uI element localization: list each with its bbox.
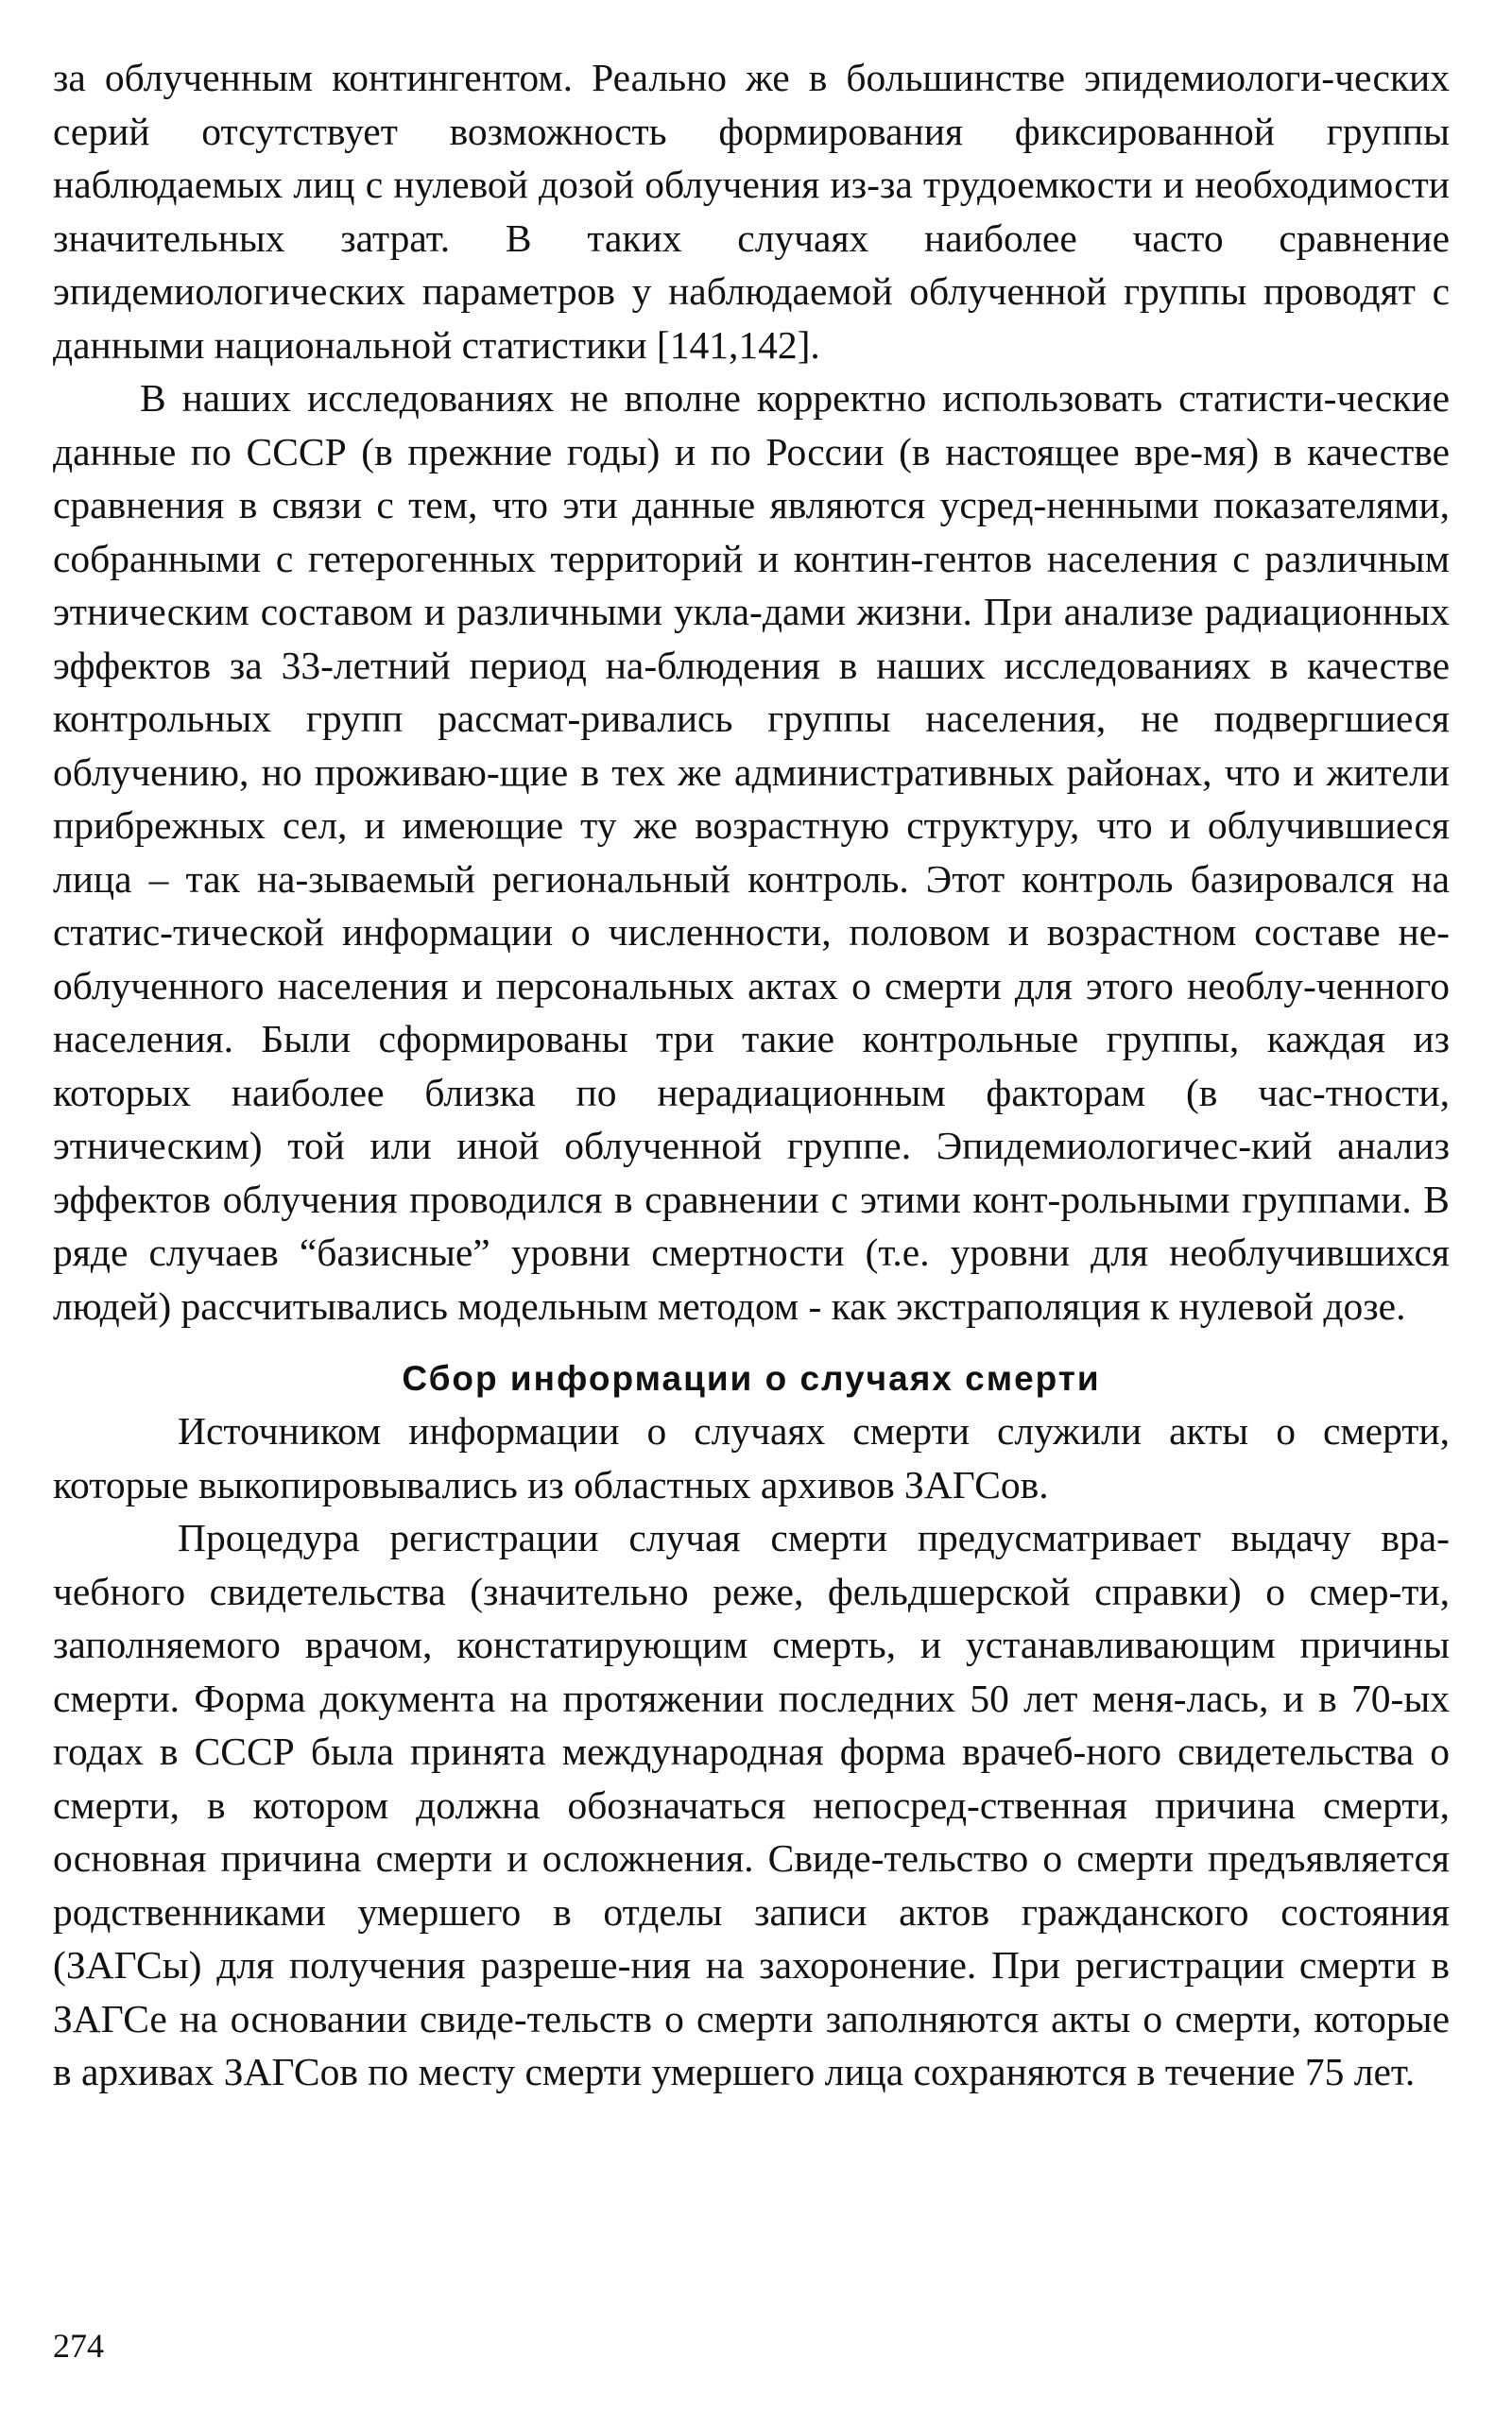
page-body <box>53 51 1450 2099</box>
paragraph-regional-control: В наших исследованиях не вполне корректно использовать статисти-ческие данные по СССР (в прежние годы) и по России (в настоящее вре-мя) в качестве сравнения в связи с тем, что эти данные являются усред-ненными показателями, собранными с гетерогенных территорий и контин-гентов населения с различным этническим составом и различными укла-дами жизни. При анализе радиационных эффектов за 33-летний период на-блюдения в наших исследованиях в качестве контрольных групп рассмат-ривались группы населения, не подвергшиеся облучению, но проживаю-щие в тех же административных районах, что и жители прибрежных сел, и имеющие ту же возрастную структуру, что и облучившиеся лица – так на-зываемый региональный контроль. Этот контроль базировался на статис-тической информации о численности, половом и возрастном составе не-облученного населения и персональных актах о смерти для этого необлу-ченного населения. Были сформированы три такие контрольные группы, каждая из которых наиболее близка по нерадиационным факторам (в час-тности, этническим) той или иной облученной группе. Эпидемиологичес-кий анализ эффектов облучения проводился в сравнении с этими конт-рольными группами. В ряде случаев “базисные” уровни смертности (т.е. уровни для необлучившихся людей) рассчитывались модельным методом - как экстраполяция к нулевой дозе. <box>53 376 1450 1328</box>
paragraph-continuation: за облученным контингентом. Реально же в большинстве эпидемиологи-ческих серий отсутствует возможность формирования фиксированной группы наблюдаемых лиц с нулевой дозой облучения из-за трудоемкости и необходимости значительных затрат. В таких случаях наиболее часто сравнение эпидемиологических параметров у наблюдаемой облученной группы проводят с данными национальной статистики [141,142]. <box>53 56 1450 367</box>
paragraph-registration-procedure: Процедура регистрации случая смерти предусматривает выдачу вра-чебного свидетельства (значительно реже, фельдшерской справки) о смер-ти, заполняемого врачом, констатирующим смерть, и устанавливающим причины смерти. Форма документа на протяжении последних 50 лет меня-лась, и в 70-ых годах в СССР была принята международная форма врачеб-ного свидетельства о смерти, в котором должна обозначаться непосред-ственная причина смерти, основная причина смерти и осложнения. Свиде-тельство о смерти предъявляется родственниками умершего в отделы записи актов гражданского состояния (ЗАГСы) для получения разреше-ния на захоронение. При регистрации смерти в ЗАГСе на основании свиде-тельств о смерти заполняются акты о смерти, которые в архивах ЗАГСов по месту смерти умершего лица сохраняются в течение 75 лет. <box>53 1516 1450 2093</box>
page-number: 274 <box>53 2327 104 2365</box>
paragraph-information-source: Источником информации о случаях смерти служили акты о смерти, которые выкопировывались из областных архивов ЗАГСов. <box>53 1409 1450 1506</box>
section-heading: Сбор информации о случаях смерти <box>402 1359 1101 1398</box>
